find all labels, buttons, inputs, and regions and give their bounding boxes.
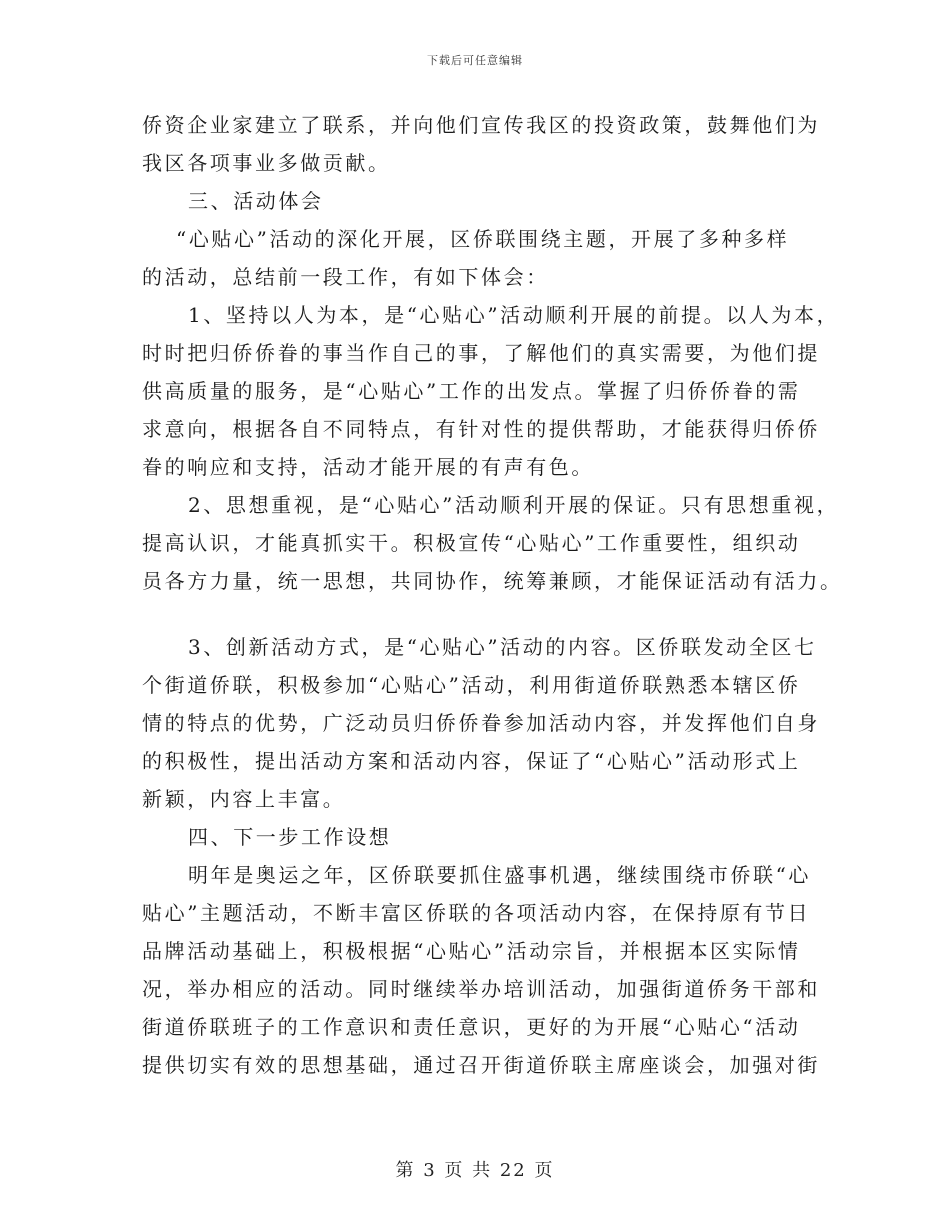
text-line: 1、坚持以人为本，是“心贴心”活动顺利开展的前提。以人为本， — [188, 303, 840, 327]
text-line: 明年是奥运之年，区侨联要抓住盛事机遇，继续围绕市侨联“心 — [188, 863, 812, 887]
page-header-note: 下载后可任意编辑 — [427, 54, 523, 67]
text-line: 个街道侨联，积极参加“心贴心”活动，利用街道侨联熟悉本辖区侨 — [142, 673, 801, 697]
text-line: 情的特点的优势，广泛动员归侨侨眷参加活动内容，并发挥他们自身 — [142, 711, 820, 735]
text-line: 提供切实有效的思想基础，通过召开街道侨联主席座谈会，加强对街 — [142, 1053, 820, 1077]
text-line: 新颖，内容上丰富。 — [142, 787, 346, 811]
text-line: 员各方力量，统一思想，共同协作，统筹兼顾，才能保证活动有活力。 — [142, 569, 843, 593]
text-line: 供高质量的服务，是“心贴心”工作的出发点。掌握了归侨侨眷的需 — [142, 379, 801, 403]
text-line: 提高认识，才能真抓实干。积极宣传“心贴心”工作重要性，组织动 — [142, 531, 801, 555]
text-line: 2、思想重视，是“心贴心”活动顺利开展的保证。只有思想重视， — [188, 493, 840, 517]
text-line: “心贴心”活动的深化开展，区侨联围绕主题，开展了多种多样 — [176, 227, 790, 251]
text-line: 侨资企业家建立了联系，并向他们宣传我区的投资政策，鼓舞他们为 — [142, 113, 820, 137]
text-line: 眷的响应和支持，活动才能开展的有声有色。 — [142, 455, 594, 479]
text-line: 我区各项事业多做贡献。 — [142, 151, 391, 175]
text-line: 况，举办相应的活动。同时继续举办培训活动，加强街道侨务干部和 — [142, 977, 820, 1001]
text-line: 的活动，总结前一段工作，有如下体会： — [142, 265, 549, 289]
text-line: 品牌活动基础上，积极根据“心贴心”活动宗旨，并根据本区实际情 — [142, 939, 801, 963]
text-line: 求意向，根据各自不同特点，有针对性的提供帮助，才能获得归侨侨 — [142, 417, 820, 441]
text-line: 时时把归侨侨眷的事当作自己的事，了解他们的真实需要，为他们提 — [142, 341, 820, 365]
text-line: 3、创新活动方式，是“心贴心”活动的内容。区侨联发动全区七 — [188, 635, 817, 659]
text-line: 贴心”主题活动，不断丰富区侨联的各项活动内容，在保持原有节日 — [142, 901, 811, 925]
section-heading: 三、活动体会 — [188, 189, 324, 213]
section-heading: 四、下一步工作设想 — [188, 825, 392, 849]
text-line: 的积极性，提出活动方案和活动内容，保证了“心贴心”活动形式上 — [142, 749, 801, 773]
text-line: 街道侨联班子的工作意识和责任意识，更好的为开展“心贴心“活动 — [142, 1015, 801, 1039]
page-number: 第 3 页 共 22 页 — [395, 1160, 555, 1181]
